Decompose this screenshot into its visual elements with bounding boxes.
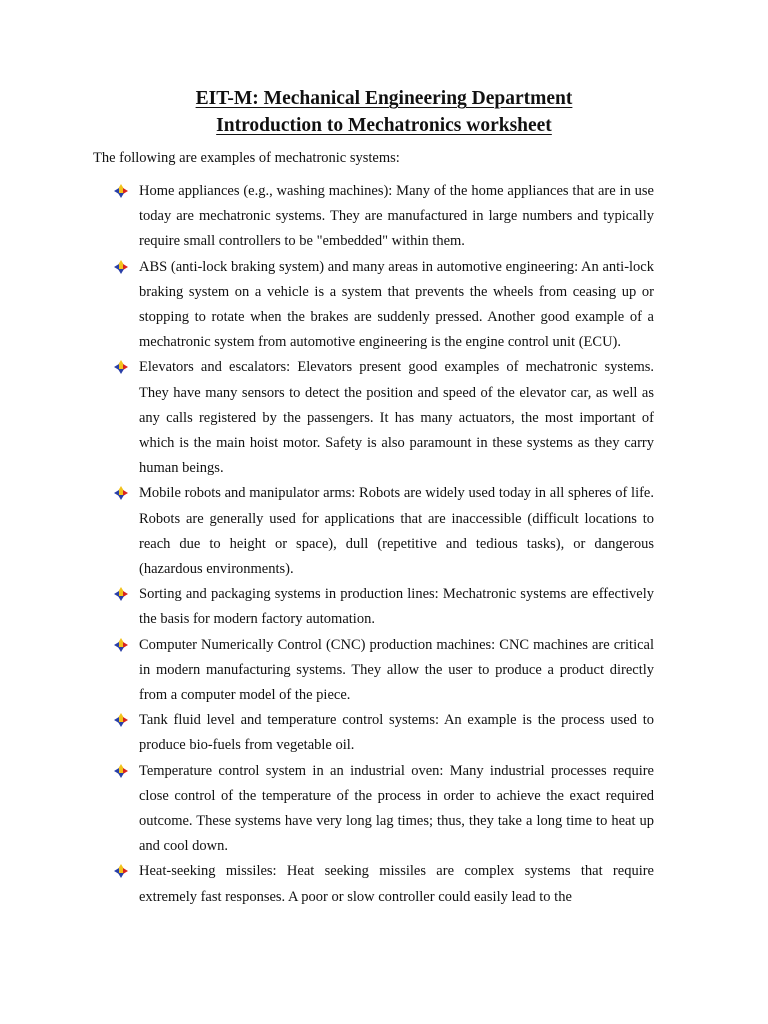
list-item-text: Heat-seeking missiles: Heat seeking missiles are complex systems that require extremely fast responses. A poor or slow controller could easily lead to the	[139, 863, 654, 905]
list-item	[114, 481, 654, 582]
arrow-bullet-icon	[114, 360, 128, 374]
list-item-text: Elevators and escalators: Elevators present good examples of mechatronic systems. They have many sensors to detect the position and speed of the elevator car, as well as any calls registered by the passengers. It has many actuators, the most important of which is the main hoist motor. Safety is also paramount in these systems as they carry human beings.	[139, 359, 654, 477]
intro-text: The following are examples of mechatronic systems:	[93, 150, 400, 166]
list-item-text: Temperature control system in an industrial oven: Many industrial processes require close control of the temperature of the process in order to achieve the exact required outcome. These systems have very long lag times; thus, they take a long time to heat up and cool down.	[139, 762, 654, 855]
arrow-bullet-icon	[114, 587, 128, 601]
page-subtitle: Introduction to Mechatronics worksheet	[216, 115, 552, 136]
arrow-bullet-icon	[114, 713, 128, 727]
arrow-bullet-icon	[114, 638, 128, 652]
list-item	[114, 255, 654, 356]
list-item-text: Sorting and packaging systems in production lines: Mechatronic systems are effectively the basis for modern factory automation.	[139, 586, 654, 628]
list-item	[114, 582, 654, 632]
page-title: EIT-M: Mechanical Engineering Department	[195, 88, 573, 109]
arrow-bullet-icon	[114, 486, 128, 500]
list-item-text: Mobile robots and manipulator arms: Robots are widely used today in all spheres of life. Robots are generally used for applications that are inaccessible (difficult locations to reach due to height or space), dull (repetitive and tedious tasks), or dangerous (hazardous environments).	[139, 485, 654, 578]
list-item	[114, 179, 654, 255]
list-item-text: Tank fluid level and temperature control systems: An example is the process used to produce bio-fuels from vegetable oil.	[139, 712, 654, 754]
arrow-bullet-icon	[114, 864, 128, 878]
list-item	[114, 355, 654, 481]
list-item	[114, 708, 654, 758]
list-item	[114, 759, 654, 860]
examples-list	[114, 179, 654, 910]
list-item-text: Home appliances (e.g., washing machines): Many of the home appliances that are in use today are mechatronic systems. They are manufactured in large numbers and typically require small controllers to be "embedded" within them.	[139, 183, 654, 250]
list-item	[114, 633, 654, 709]
list-item-text: Computer Numerically Control (CNC) production machines: CNC machines are critical in modern manufacturing systems. They allow the user to produce a product directly from a computer model of the piece.	[139, 636, 654, 704]
arrow-bullet-icon	[114, 260, 128, 274]
arrow-bullet-icon	[114, 184, 128, 198]
arrow-bullet-icon	[114, 764, 128, 778]
list-item	[114, 859, 654, 909]
list-item-text: ABS (anti-lock braking system) and many areas in automotive engineering: An anti-lock braking system on a vehicle is a system that prevents the wheels from ceasing up or stopping to rotate when the brakes are suddenly pressed. Another good example of a mechatronic system from automotive engineering is the engine control unit (ECU).	[139, 258, 654, 351]
